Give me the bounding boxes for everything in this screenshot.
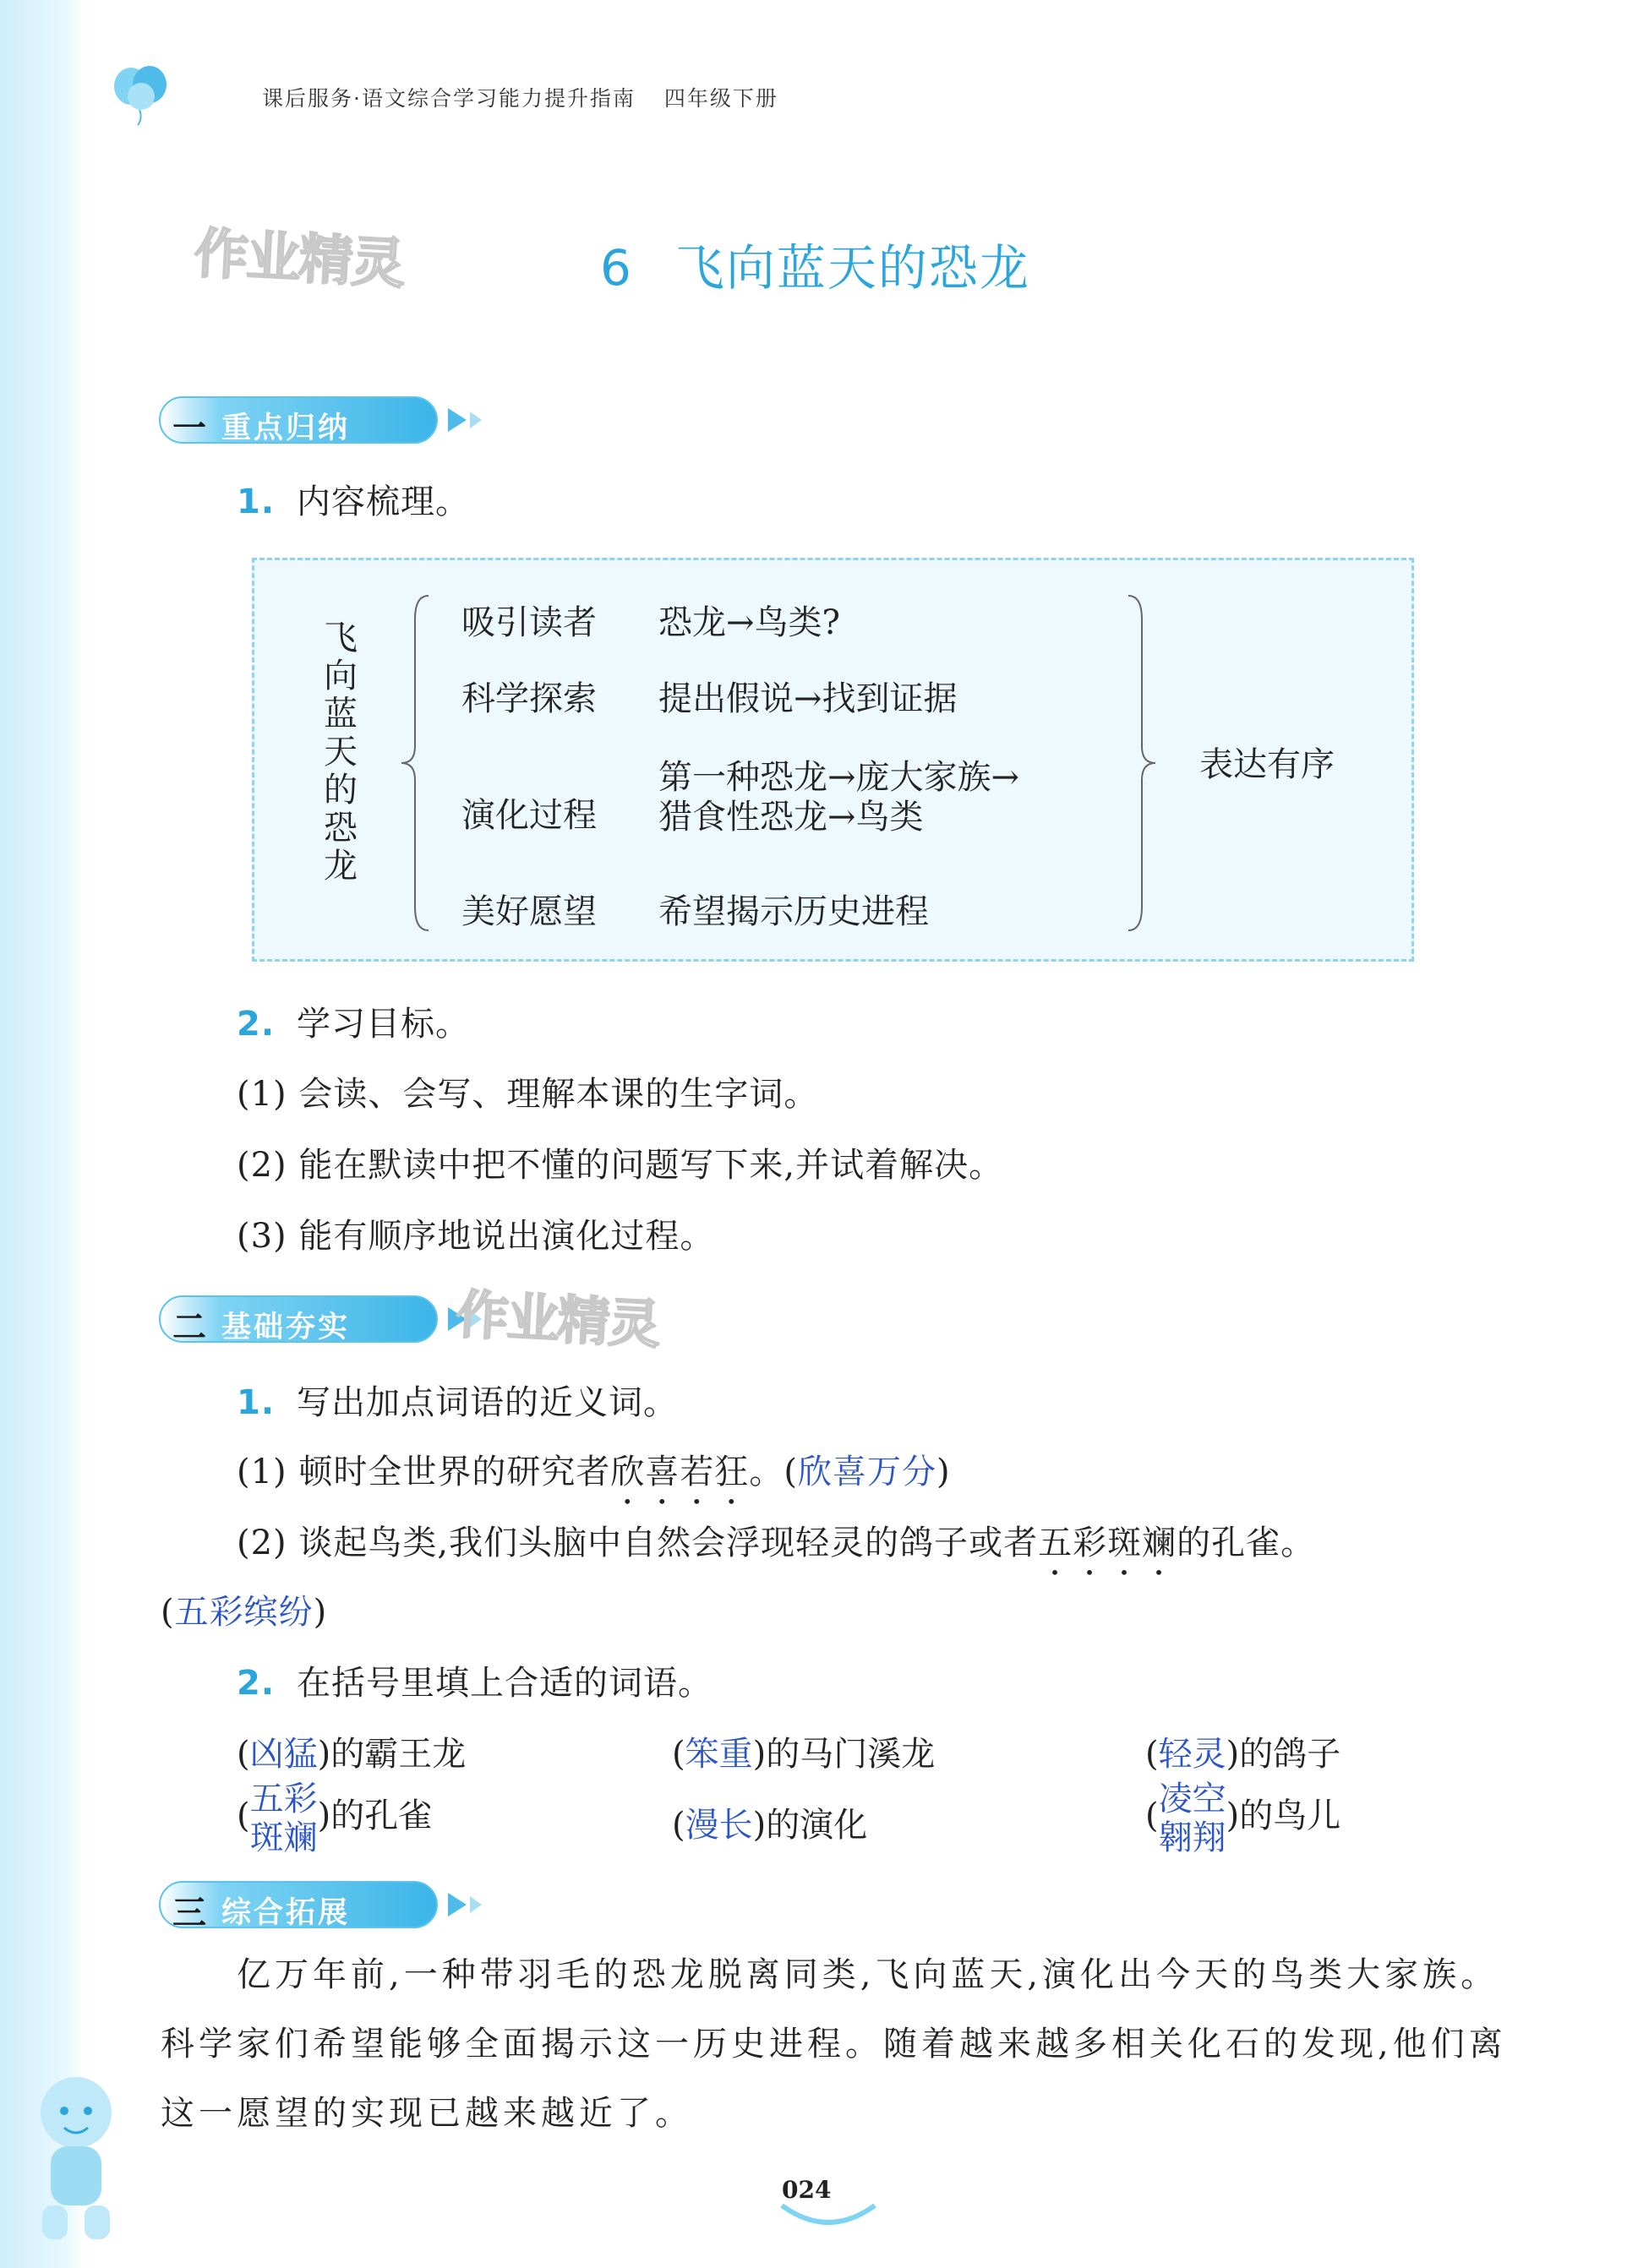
fill-suffix: 的鸽子 <box>1239 1735 1341 1774</box>
sentence-text: ( <box>161 1593 175 1632</box>
title-char: 飞 <box>324 619 358 657</box>
question-2-1 <box>237 1376 678 1424</box>
header-text <box>262 82 799 112</box>
page-number: 024 <box>782 2176 832 2204</box>
fill-suffix: 的演化 <box>766 1806 868 1845</box>
cartoon-kid-icon <box>25 2062 127 2248</box>
sentence-text: ) <box>313 1593 328 1632</box>
answer-text: 翱翔 <box>1158 1818 1226 1857</box>
sentence-2 <box>237 1516 1315 1583</box>
arrow-icon <box>448 408 467 432</box>
answer-stack <box>250 1780 318 1857</box>
dotted-word: 欣喜若狂 <box>610 1453 750 1491</box>
answer-text: 漫长 <box>685 1806 753 1845</box>
sentence-text: (2) 谈起鸟类,我们头脑中自然会浮现轻灵的鸽子或者 <box>237 1524 1039 1562</box>
answer-text: 欣喜万分 <box>797 1453 936 1491</box>
sentence-1 <box>237 1445 951 1512</box>
row-label: 吸引读者 <box>461 603 597 642</box>
question-number: 2. <box>237 1664 276 1703</box>
arrow-icon <box>448 1893 467 1916</box>
content-structure-diagram <box>252 558 1414 962</box>
row-value: 恐龙→鸟类? <box>658 603 840 642</box>
fill-item: (笨重)的马门溪龙 <box>672 1735 936 1774</box>
sentence-text: ) <box>936 1453 951 1491</box>
section-number: 一 <box>172 409 206 448</box>
section-number: 三 <box>172 1894 206 1933</box>
section-label: 重点归纳 <box>221 412 351 445</box>
question-text: 在括号里填上合适的词语。 <box>297 1664 713 1703</box>
title-char: 天 <box>324 733 358 771</box>
answer-stack <box>1159 1780 1226 1857</box>
fill-suffix: 的鸟儿 <box>1239 1796 1341 1835</box>
answer-text: 轻灵 <box>1158 1735 1226 1774</box>
goal-item: (3) 能有顺序地说出演化过程。 <box>237 1217 715 1256</box>
section-heading-2 <box>159 1295 482 1347</box>
row-value: 提出假说→找到证据 <box>658 679 958 718</box>
title-char: 的 <box>324 771 358 810</box>
section-pill <box>159 1295 438 1347</box>
section-label: 基础夯实 <box>221 1311 351 1344</box>
question-1-1 <box>237 475 470 523</box>
dotted-word: 五彩斑斓 <box>1038 1524 1177 1562</box>
sentence-text: (1) 顿时全世界的研究者 <box>237 1453 611 1491</box>
answer-text: 斑斓 <box>249 1818 318 1857</box>
section-number: 二 <box>172 1308 206 1347</box>
row-label: 美好愿望 <box>461 892 597 931</box>
lesson-title-text: 飞向蓝天的恐龙 <box>674 239 1030 297</box>
watermark: 作业精灵 <box>454 1283 661 1356</box>
question-number: 1. <box>237 482 276 521</box>
balloon-logo-icon <box>106 59 182 127</box>
watermark: 作业精灵 <box>192 222 406 297</box>
lesson-title <box>600 228 1030 299</box>
goal-item: (1) 会读、会写、理解本课的生字词。 <box>237 1075 819 1114</box>
row-label: 科学探索 <box>461 679 597 718</box>
answer-text: 五彩 <box>249 1780 318 1818</box>
paragraph-text: 亿万年前,一种带羽毛的恐龙脱离同类,飞向蓝天,演化出今天的鸟类大家族。科学家们希望能够全面揭示这一历史进程。随着越来越多相关化石的发现,他们离这一愿望的实现已越来越近了。 <box>161 1955 1507 2133</box>
fill-item: (凶猛)的霸王龙 <box>237 1735 467 1774</box>
left-brace-icon <box>398 594 432 932</box>
page-header <box>169 68 799 127</box>
question-text: 内容梳理。 <box>297 482 471 521</box>
sentence-2-answer <box>161 1585 327 1633</box>
diagram-right-label: 表达有序 <box>1199 745 1335 784</box>
fill-item: (轻灵)的鸽子 <box>1145 1735 1341 1774</box>
right-brace-icon <box>1125 594 1159 932</box>
arrow-icon <box>470 1896 482 1913</box>
answer-text: 凶猛 <box>249 1735 318 1774</box>
fill-suffix: 的马门溪龙 <box>766 1735 936 1774</box>
row-value: 希望揭示历史进程 <box>658 892 929 931</box>
section-label: 综合拓展 <box>221 1896 351 1930</box>
arrow-icon <box>470 412 482 428</box>
question-number: 1. <box>237 1383 276 1422</box>
question-number: 2. <box>237 1005 276 1044</box>
series-title: 课后服务·语文综合学习能力提升指南 <box>262 86 636 111</box>
answer-text: 凌空 <box>1158 1780 1226 1818</box>
section-pill <box>159 396 438 448</box>
row-value: 第一种恐龙→庞大家族→ <box>658 758 1020 797</box>
lesson-number: 6 <box>600 239 633 297</box>
fill-suffix: 的霸王龙 <box>330 1735 467 1774</box>
title-char: 蓝 <box>324 695 358 733</box>
title-char: 向 <box>324 657 358 695</box>
fill-item: (漫长)的演化 <box>672 1806 868 1845</box>
section-heading-3 <box>159 1880 482 1933</box>
sentence-text: 的孔雀。 <box>1177 1524 1316 1562</box>
fill-item: (凌空 翱翔)的鸟儿 <box>1145 1780 1341 1857</box>
diagram-center-title <box>322 619 359 886</box>
row-label: 演化过程 <box>461 796 597 835</box>
fill-item: (五彩 斑斓)的孔雀 <box>237 1780 433 1857</box>
left-margin-bar <box>0 0 85 2268</box>
sentence-text: 。( <box>749 1453 798 1491</box>
extension-paragraph <box>161 1940 1513 2148</box>
section-heading-1 <box>159 395 482 448</box>
row-value: 猎食性恐龙→鸟类 <box>658 798 924 837</box>
question-text: 写出加点词语的近义词。 <box>297 1383 679 1422</box>
goal-item: (2) 能在默读中把不懂的问题写下来,并试着解决。 <box>237 1146 1004 1185</box>
grade-label: 四年级下册 <box>663 86 778 111</box>
answer-text: 笨重 <box>685 1735 753 1774</box>
question-2-2 <box>237 1656 713 1704</box>
section-pill <box>159 1881 438 1933</box>
title-char: 恐 <box>324 809 358 848</box>
question-text: 学习目标。 <box>297 1005 471 1044</box>
title-char: 龙 <box>324 847 358 886</box>
fill-suffix: 的孔雀 <box>330 1796 433 1835</box>
question-1-2 <box>237 997 470 1045</box>
answer-text: 五彩缤纷 <box>174 1593 314 1632</box>
